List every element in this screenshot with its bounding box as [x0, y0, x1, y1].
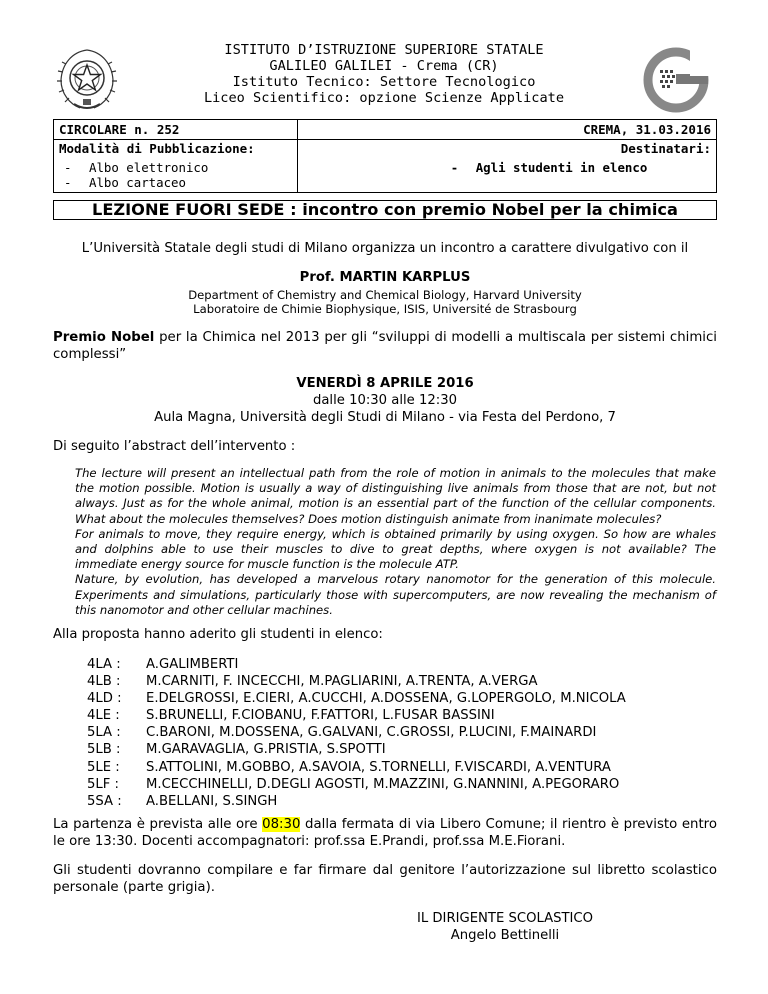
abstract-line: immediate energy source for muscle function is the molecule ATP.	[75, 557, 459, 572]
class-students: M.GARAVAGLIA, G.PRISTIA, S.SPOTTI	[146, 742, 386, 758]
class-code: 5SA :	[87, 793, 122, 809]
class-students: A.BELLANI, S.SINGH	[146, 793, 278, 809]
recipients-list	[297, 158, 716, 193]
students-intro: Alla proposta hanno aderito gli studenti in elenco:	[53, 627, 383, 642]
abstract-line: the motion possible. Motion is usually a way of distinguishing live animals from those that are not, but not	[75, 481, 716, 496]
class-code: 5LE :	[87, 759, 120, 775]
class-row	[87, 776, 626, 793]
header-line-3: Istituto Tecnico: Settore Tecnologico	[232, 74, 536, 90]
class-code: 5LA :	[87, 725, 121, 741]
class-code: 5LB :	[87, 742, 121, 758]
school-header	[130, 42, 638, 106]
abstract-line: always. Just as for the whole animal, motion is an essential part of the function of the cellular components.	[75, 496, 716, 511]
class-students: A.GALIMBERTI	[146, 657, 239, 672]
abstract-line: Experiments and simulations, particularly those with supercomputers, are now revealing the mechanism of	[75, 587, 716, 602]
abstract-line: and dolphins able to use their muscles to dive to great depths, where oxygen is not available? The	[75, 542, 716, 557]
nobel-description: per la Chimica nel 2013 per gli “sviluppi di modelli a multiscala per sistemi chimici complessi”	[53, 330, 718, 362]
intro-text: L’Università Statale degli studi di Milano organizza un incontro a carattere divulgativo con il	[81, 241, 689, 256]
class-students: E.DELGROSSI, E.CIERI, A.CUCCHI, A.DOSSENA, G.LOPERGOLO, M.NICOLA	[146, 691, 626, 707]
class-students: S.ATTOLINI, M.GOBBO, A.SAVOIA, S.TORNELLI, F.VISCARDI, A.VENTURA	[146, 759, 611, 775]
class-row	[87, 690, 626, 707]
signature-role: IL DIRIGENTE SCOLASTICO	[416, 911, 594, 926]
class-students: C.BARONI, M.DOSSENA, G.GALVANI, C.GROSSI, P.LUCINI, F.MAINARDI	[146, 725, 597, 741]
speaker-affiliation-1: Department of Chemistry and Chemical Biology, Harvard University	[188, 288, 582, 302]
signature-name: Angelo Bettinelli	[450, 928, 560, 943]
class-row	[87, 793, 626, 810]
abstract-intro: Di seguito l’abstract dell’intervento :	[53, 439, 296, 454]
class-students: M.CECCHINELLI, D.DEGLI AGOSTI, M.MAZZINI, G.NANNINI, A.PEGORARO	[146, 776, 620, 792]
speaker-affiliation-2: Laboratoire de Chimie Biophysique, ISIS, Université de Strasbourg	[193, 302, 577, 316]
nobel-prize-label: Premio Nobel	[53, 330, 155, 345]
class-code: 4LE :	[87, 708, 120, 724]
event-time: dalle 10:30 alle 12:30	[312, 393, 457, 408]
school-logo-icon	[638, 44, 718, 114]
header-line-2: GALILEO GALILEI - Crema (CR)	[269, 58, 499, 74]
class-students: M.CARNITI, F. INCECCHI, M.PAGLIARINI, A.TRENTA, A.VERGA	[146, 674, 538, 690]
circular-title: LEZIONE FUORI SEDE : incontro con premio Nobel per la chimica	[53, 200, 717, 220]
abstract-line: Nature, by evolution, has developed a marvelous rotary nanomotor for the generation of this molecule.	[75, 572, 716, 587]
circular-number: CIRCOLARE n. 252	[54, 120, 298, 140]
publication-mode-list	[54, 158, 298, 193]
recipients-label: Destinatari:	[297, 140, 716, 159]
abstract-text	[75, 466, 716, 618]
publication-mode-label: Modalità di Pubblicazione:	[54, 140, 298, 159]
abstract-line: What about the molecules themselves? Does motion distinguish animate from inanimate molecules?	[75, 511, 662, 526]
header-line-1: ISTITUTO D’ISTRUZIONE SUPERIORE STATALE	[224, 42, 544, 58]
italian-republic-emblem-icon	[52, 44, 122, 114]
abstract-line: For animals to move, they require energy, which is obtained primarily by using oxygen. So how are whales	[75, 526, 716, 541]
header-line-4: Liceo Scientifico: opzione Scienze Applicate	[203, 90, 565, 106]
class-row	[87, 741, 626, 758]
departure-paragraph: La partenza è prevista alle ore 08:30 dalla fermata di via Libero Comune; il rientro è previsto entro le ore 13:30. Docenti accompagnatori: prof.ssa E.Prandi, prof.ssa M.E.Fiorani.	[53, 817, 717, 849]
class-code: 5LF :	[87, 776, 119, 792]
class-row	[87, 656, 626, 673]
class-row	[87, 707, 626, 724]
class-row	[87, 673, 626, 690]
departure-time-highlight: 08:30	[262, 817, 301, 832]
nobel-paragraph	[53, 329, 717, 363]
publication-mode-item: - Albo elettronico	[64, 160, 209, 175]
class-code: 4LD :	[87, 691, 122, 707]
circular-info-table	[53, 119, 717, 193]
class-row	[87, 724, 626, 741]
class-code: 4LB :	[87, 674, 121, 690]
abstract-line: The lecture will present an intellectual path from the role of motion in animals to the molecules that make	[75, 466, 716, 480]
authorization-paragraph: Gli studenti dovranno compilare e far firmare dal genitore l’autorizzazione sul libretto scolastico personale (parte grigia).	[53, 863, 717, 895]
speaker-name: Prof. MARTIN KARPLUS	[299, 270, 471, 285]
event-place: Aula Magna, Università degli Studi di Milano - via Festa del Perdono, 7	[154, 410, 616, 425]
circular-date: CREMA, 31.03.2016	[297, 120, 716, 140]
recipients-item: - Agli studenti in elenco	[450, 160, 648, 175]
class-students: S.BRUNELLI, F.CIOBANU, F.FATTORI, L.FUSAR BASSINI	[146, 708, 495, 724]
event-date: VENERDÌ 8 APRILE 2016	[296, 376, 474, 391]
class-row	[87, 759, 626, 776]
abstract-line: this nanomotor and other cellular machines.	[75, 602, 333, 617]
class-code: 4LA :	[87, 657, 121, 672]
publication-mode-item: - Albo cartaceo	[64, 175, 186, 190]
student-classes-list	[87, 656, 626, 810]
